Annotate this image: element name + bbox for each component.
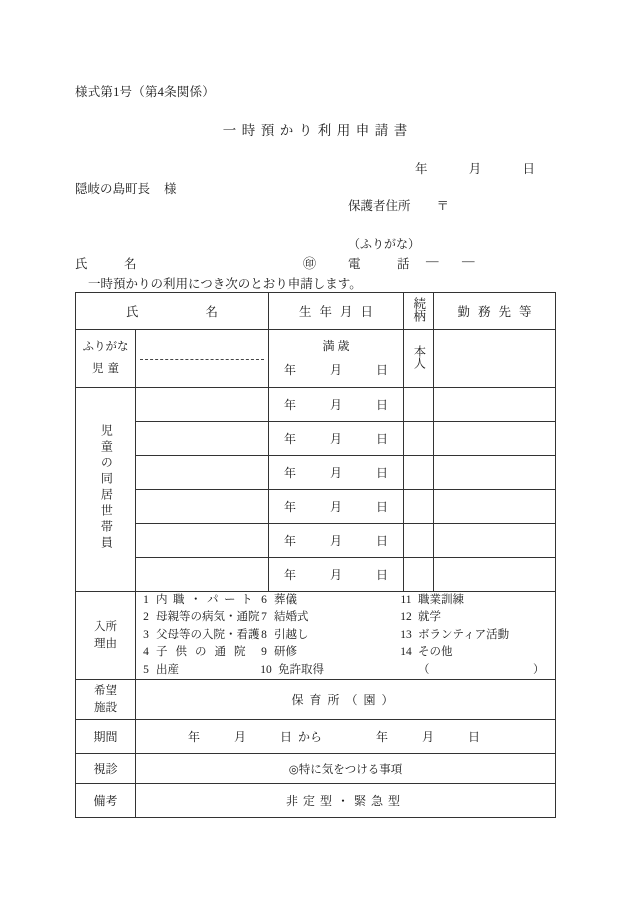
reason-text[interactable]: 父母等の入院・看護 <box>156 628 260 641</box>
household-dob-year: 年 <box>284 432 297 446</box>
reason-text[interactable]: 出産 <box>156 663 179 676</box>
wish-facility-label-line1: 希望 <box>94 685 117 698</box>
household-dob-year: 年 <box>284 398 297 412</box>
reason-no: 9 <box>261 646 267 659</box>
household-name-input[interactable] <box>136 524 269 558</box>
reason-line <box>136 627 555 644</box>
household-relation-input[interactable] <box>404 388 434 422</box>
reason-other-input[interactable]: （ ） <box>418 663 545 676</box>
reason-text[interactable]: ボランティア活動 <box>418 628 510 641</box>
checkup-note: ◎特に気をつける事項 <box>288 763 403 776</box>
household-birthdate-input[interactable] <box>269 558 404 592</box>
reason-no: 6 <box>261 594 267 606</box>
header-workplace: 勤務先等 <box>434 293 556 330</box>
household-name-input[interactable] <box>136 456 269 490</box>
remarks-row <box>76 784 556 818</box>
checkup-label: 視診 <box>76 754 136 784</box>
reason-no: 13 <box>400 628 412 641</box>
reason-no <box>394 662 418 679</box>
telephone-label: 電 話 <box>348 257 422 271</box>
household-name-input[interactable] <box>136 558 269 592</box>
period-input[interactable] <box>136 720 556 754</box>
guardian-address-label <box>348 196 449 214</box>
period-connector: から <box>298 730 323 745</box>
table-row <box>76 456 556 490</box>
reason-text[interactable]: 子供の通院 <box>156 646 254 659</box>
child-dob-month: 月 <box>330 362 343 377</box>
form-number: 様式第1号（第4条関係） <box>75 85 215 99</box>
household-dob-year: 年 <box>284 500 297 514</box>
reason-text[interactable]: 免許取得 <box>278 663 324 676</box>
guardian-address-text: 保護者住所 <box>348 199 411 213</box>
reason-no: 14 <box>400 646 412 659</box>
child-name-input[interactable] <box>136 330 269 388</box>
household-dob-day: 日 <box>375 398 388 412</box>
child-dob-line <box>269 359 403 382</box>
child-relation-value: 本人 <box>412 344 427 369</box>
reason-label-line2: 理由 <box>94 637 117 650</box>
reason-no: 10 <box>260 663 272 676</box>
period-label: 期間 <box>76 720 136 754</box>
reason-no: 11 <box>400 594 412 606</box>
household-dob-month: 月 <box>330 466 343 480</box>
household-relation-input[interactable] <box>404 558 434 592</box>
reason-text[interactable]: 葬儀 <box>274 594 297 606</box>
period-to-month: 月 <box>422 730 435 745</box>
household-dob-month: 月 <box>330 500 343 514</box>
remarks-options[interactable]: 非定型・緊急型 <box>136 784 556 818</box>
reason-options[interactable] <box>136 592 556 680</box>
child-dob-day: 日 <box>375 362 388 377</box>
household-relation-input[interactable] <box>404 490 434 524</box>
reason-text[interactable]: 引越し <box>274 628 309 641</box>
household-workplace-input[interactable] <box>434 422 556 456</box>
intro-sentence: 一時預かりの利用につき次のとおり申請します。 <box>88 277 362 291</box>
household-dob-month: 月 <box>330 432 343 446</box>
child-row <box>76 330 556 388</box>
date-year-label: 年 <box>415 162 428 176</box>
child-relation-cell[interactable] <box>404 330 434 388</box>
household-workplace-input[interactable] <box>434 490 556 524</box>
header-relation <box>404 293 434 330</box>
checkup-row <box>76 754 556 784</box>
table-row <box>76 524 556 558</box>
household-dob-year: 年 <box>284 466 297 480</box>
household-workplace-input[interactable] <box>434 524 556 558</box>
table-row <box>76 388 556 422</box>
household-birthdate-input[interactable] <box>269 422 404 456</box>
addressee-office: 隠岐の島町長 <box>75 182 151 196</box>
household-relation-input[interactable] <box>404 422 434 456</box>
reason-text[interactable]: 研修 <box>274 646 297 659</box>
date-day-label: 日 <box>522 162 535 176</box>
reason-no: 2 <box>143 611 149 624</box>
household-birthdate-input[interactable] <box>269 490 404 524</box>
child-name-dashed-line <box>140 359 264 360</box>
household-name-input[interactable] <box>136 422 269 456</box>
household-birthdate-input[interactable] <box>269 524 404 558</box>
addressee <box>75 179 177 197</box>
household-dob-day: 日 <box>375 568 388 582</box>
application-table <box>75 292 556 818</box>
reason-no: 8 <box>261 628 267 641</box>
period-to-day: 日 <box>467 730 480 745</box>
child-row-label <box>76 330 136 388</box>
household-dob-day: 日 <box>375 534 388 548</box>
addressee-honorific: 様 <box>164 182 177 196</box>
household-name-input[interactable] <box>136 388 269 422</box>
reason-label-line1: 入所 <box>94 621 117 633</box>
household-birthdate-input[interactable] <box>269 388 404 422</box>
period-from-day: 日 <box>279 730 292 745</box>
seal-icon: ㊞ <box>303 256 317 271</box>
household-dob-month: 月 <box>330 398 343 412</box>
child-workplace-input[interactable] <box>434 330 556 388</box>
reason-no: 4 <box>143 646 149 659</box>
household-dob-year: 年 <box>284 534 297 548</box>
child-label: 児童 <box>92 362 123 375</box>
table-header-row <box>76 293 556 330</box>
reason-no: 5 <box>143 663 149 676</box>
date-month-label: 月 <box>468 162 482 176</box>
household-workplace-input[interactable] <box>434 558 556 592</box>
period-to-year: 年 <box>376 730 389 745</box>
telephone-dash-2: — <box>462 254 475 268</box>
wish-facility-input[interactable] <box>136 680 556 720</box>
wish-facility-suffix: 保育所（園） <box>291 693 400 708</box>
reason-label <box>76 592 136 680</box>
household-dob-day: 日 <box>375 500 388 514</box>
wish-facility-label <box>76 680 136 720</box>
reason-text[interactable]: 結婚式 <box>274 611 309 624</box>
period-from-year: 年 <box>188 730 201 745</box>
household-section-label-text: 児童の同居世帯員 <box>99 423 114 552</box>
household-dob-day: 日 <box>375 432 388 446</box>
household-relation-input[interactable] <box>404 456 434 490</box>
household-dob-year: 年 <box>284 568 297 582</box>
header-name: 氏 名 <box>76 293 269 330</box>
reason-line <box>136 609 555 626</box>
household-birthdate-input[interactable] <box>269 456 404 490</box>
furigana-label: （ふりがな） <box>348 237 421 251</box>
reason-no: 12 <box>400 611 412 624</box>
household-dob-day: 日 <box>375 466 388 480</box>
wish-facility-row <box>76 680 556 720</box>
table-row <box>76 558 556 592</box>
household-name-input[interactable] <box>136 490 269 524</box>
child-age-prefix: 満 <box>322 339 335 354</box>
household-dob-month: 月 <box>330 534 343 548</box>
child-age-line <box>269 335 403 358</box>
period-row <box>76 720 556 754</box>
household-relation-input[interactable] <box>404 524 434 558</box>
reason-text[interactable]: 内職・パート <box>156 594 258 606</box>
child-age-unit: 歳 <box>337 339 350 354</box>
telephone-dash-1: — <box>426 254 439 268</box>
household-dob-month: 月 <box>330 568 343 582</box>
table-row <box>76 490 556 524</box>
household-workplace-input[interactable] <box>434 388 556 422</box>
child-birthdate-input[interactable] <box>269 330 404 388</box>
reason-text[interactable]: 職業訓練 <box>418 594 464 606</box>
checkup-input[interactable] <box>136 754 556 784</box>
header-birthdate: 生年月日 <box>269 293 404 330</box>
postal-mark-icon: 〒 <box>436 199 450 213</box>
reason-no: 1 <box>143 594 149 606</box>
reason-line <box>136 662 555 679</box>
reason-no: 3 <box>143 628 149 641</box>
child-furigana-label: ふりがな <box>82 340 129 353</box>
name-label: 氏 名 <box>75 257 149 271</box>
table-row <box>76 422 556 456</box>
reason-line <box>136 592 555 609</box>
reason-no: 7 <box>261 611 267 624</box>
reason-row <box>76 592 556 680</box>
wish-facility-label-line2: 施設 <box>94 701 117 714</box>
reason-text[interactable]: 母親等の病気・通院 <box>156 611 260 624</box>
household-section-label <box>76 388 136 592</box>
header-relation-text: 続柄 <box>411 296 426 322</box>
household-workplace-input[interactable] <box>434 456 556 490</box>
remarks-label: 備考 <box>76 784 136 818</box>
submission-date-line <box>415 159 535 177</box>
reason-text[interactable]: その他 <box>418 646 453 659</box>
page-title: 一時預かり利用申請書 <box>222 123 413 138</box>
reason-line <box>136 644 555 661</box>
period-from-month: 月 <box>233 730 246 745</box>
child-dob-year: 年 <box>284 362 297 377</box>
reason-text[interactable]: 就学 <box>418 611 441 624</box>
